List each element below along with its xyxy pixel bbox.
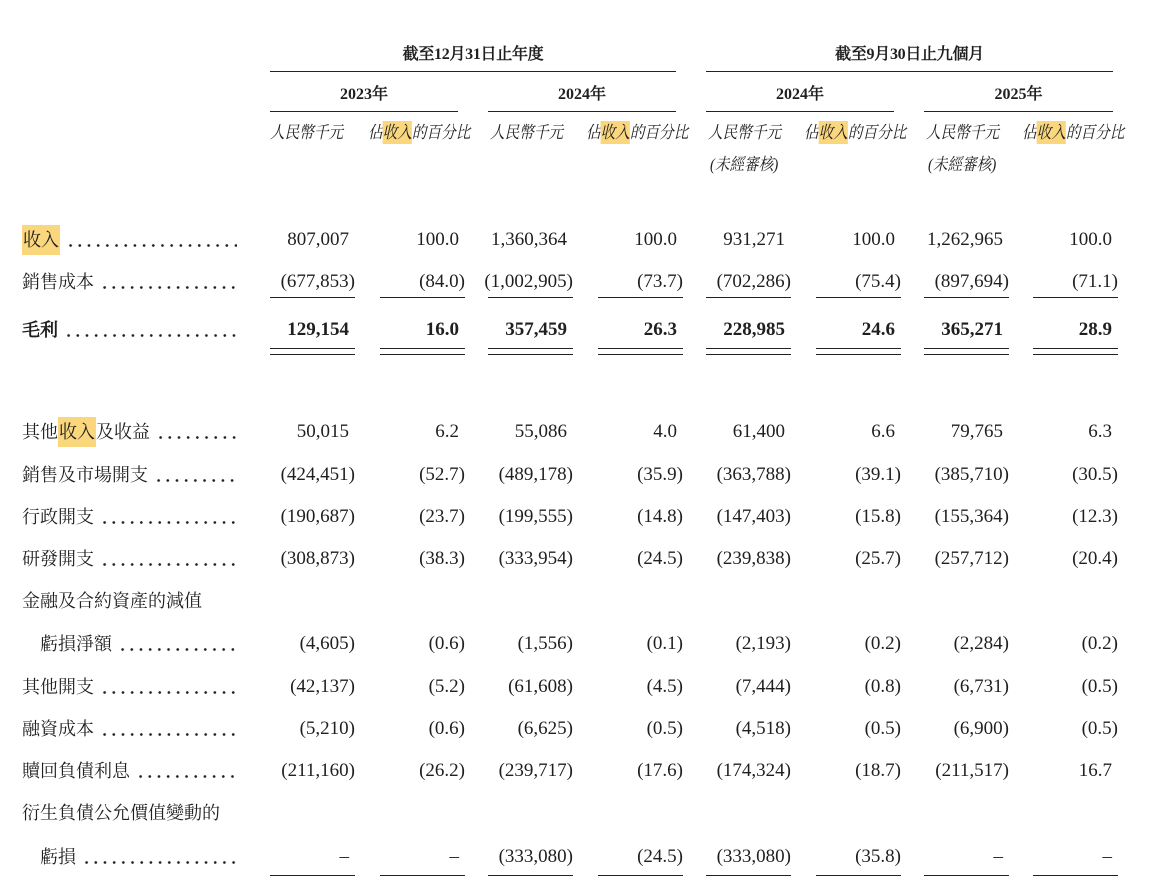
cell-rmb-2023: – [339, 846, 349, 867]
header-percent-highlight: 收入 [382, 123, 412, 142]
cell-rmb-9m-2025: (211,517) [935, 760, 1009, 781]
cell-rmb-9m-2024: 228,985 [723, 319, 785, 340]
row-label-text: 虧損淨額 [40, 634, 112, 654]
subtotal-rule [816, 875, 901, 876]
subtotal-rule [816, 297, 901, 298]
cell-rmb-2023: (190,687) [280, 506, 355, 527]
cell-pct-9m-2025: – [1102, 846, 1112, 867]
cell-rmb-2024: (489,178) [498, 464, 573, 485]
header-percent-highlight: 收入 [1036, 123, 1066, 142]
header-unit-rmb-thousands: 人民幣千元 [926, 123, 1000, 142]
header-unit-rmb-thousands: 人民幣千元 [270, 123, 344, 142]
header-percent-of-revenue [368, 122, 470, 144]
cell-pct-2024: (14.8) [637, 506, 683, 527]
row-label-highlight: 收入 [58, 417, 96, 447]
cell-rmb-2023: (677,853) [280, 271, 355, 292]
double-rule-upper [488, 348, 573, 349]
row-label-text: 銷售成本 [22, 272, 94, 292]
cell-pct-9m-2025: (0.5) [1081, 718, 1118, 739]
cell-rmb-2023: (424,451) [280, 464, 355, 485]
cell-rmb-2024: (333,080) [498, 846, 573, 867]
cell-rmb-2024: 55,086 [514, 421, 567, 442]
row-cost-of-sales [0, 270, 1162, 294]
header-percent-highlight: 收入 [600, 123, 630, 142]
cell-pct-2024: (0.5) [646, 718, 683, 739]
cell-pct-2024: 4.0 [653, 421, 677, 442]
cell-rmb-2023: 807,007 [287, 229, 349, 250]
cell-rmb-2023: 50,015 [296, 421, 349, 442]
cell-pct-2024: (4.5) [646, 676, 683, 697]
double-rule-upper [706, 348, 791, 349]
cell-rmb-9m-2025: (257,712) [934, 548, 1009, 569]
header-year-rule [488, 111, 676, 112]
cell-rmb-2023: (5,210) [299, 718, 355, 739]
subtotal-rule [924, 875, 1009, 876]
row-label-text [22, 420, 150, 444]
double-rule-upper [924, 348, 1009, 349]
row-label [22, 420, 237, 444]
cell-rmb-2024: (239,717) [498, 760, 573, 781]
cell-rmb-9m-2025: (6,731) [953, 676, 1009, 697]
header-nine-months-2025: 2025年 [994, 86, 1043, 103]
cell-pct-2024: (0.1) [646, 633, 683, 654]
cell-rmb-2023: (308,873) [280, 548, 355, 569]
cell-pct-9m-2024: (0.2) [864, 633, 901, 654]
double-rule-upper [270, 348, 355, 349]
dot-leader [64, 318, 237, 342]
row-label-text: 贖回負債利息 [22, 761, 130, 781]
cell-rmb-9m-2024: (2,193) [735, 633, 791, 654]
header-unit-rmb-thousands: 人民幣千元 [490, 123, 564, 142]
cell-pct-9m-2024: 6.6 [871, 421, 895, 442]
header-percent-highlight: 收入 [818, 123, 848, 142]
cell-pct-9m-2024: (25.7) [855, 548, 901, 569]
cell-rmb-2023: (4,605) [299, 633, 355, 654]
row-label-text: 其他開支 [22, 677, 94, 697]
row-label-text: 虧損 [40, 847, 76, 867]
row-revenue [0, 228, 1162, 252]
header-percent-of-revenue [804, 122, 906, 144]
header-unit-rmb-thousands: 人民幣千元 [708, 123, 782, 142]
cell-rmb-2023: (42,137) [290, 676, 355, 697]
cell-pct-9m-2025: (20.4) [1072, 548, 1118, 569]
row-label-text: 融資成本 [22, 719, 94, 739]
row-other-income-and-gains [0, 420, 1162, 444]
cell-rmb-2024: (333,954) [498, 548, 573, 569]
row-derivative-fair-value-loss [0, 845, 1162, 869]
row-label-line1 [22, 801, 237, 825]
dot-leader [100, 675, 237, 699]
cell-pct-2024: (17.6) [637, 760, 683, 781]
header-year-rule [706, 111, 894, 112]
cell-rmb-9m-2024: (239,838) [716, 548, 791, 569]
cell-pct-2023: (5.2) [428, 676, 465, 697]
cell-rmb-9m-2025: (155,364) [934, 506, 1009, 527]
subtotal-rule [380, 297, 465, 298]
subtotal-rule [1033, 875, 1118, 876]
cell-pct-2023: 16.0 [425, 319, 459, 340]
row-label [22, 318, 237, 342]
cell-rmb-9m-2024: (363,788) [716, 464, 791, 485]
cell-rmb-9m-2025: 79,765 [950, 421, 1003, 442]
dot-leader [82, 845, 237, 869]
row-gross-profit [0, 318, 1162, 342]
subtotal-rule [270, 297, 355, 298]
cell-pct-2024: 26.3 [643, 319, 677, 340]
cell-pct-9m-2024: (0.5) [864, 718, 901, 739]
dot-leader [100, 547, 237, 571]
header-year-2023: 2023年 [339, 86, 388, 103]
double-rule-lower [598, 354, 683, 355]
cell-rmb-2024: (1,002,905) [484, 271, 573, 292]
double-rule-lower [706, 354, 791, 355]
cell-pct-2023: (84.0) [419, 271, 465, 292]
row-label-text [22, 228, 60, 252]
cell-pct-9m-2025: 16.7 [1078, 760, 1112, 781]
row-label [40, 845, 237, 869]
cell-pct-2024: (24.5) [637, 548, 683, 569]
header-percent-before: 佔 [804, 123, 819, 142]
header-group-rule [706, 71, 1113, 72]
subtotal-rule [270, 875, 355, 876]
cell-rmb-9m-2025: (2,284) [953, 633, 1009, 654]
row-label-line1 [22, 589, 237, 613]
cell-pct-9m-2024: (35.8) [855, 846, 901, 867]
cell-pct-2023: (52.7) [419, 464, 465, 485]
row-label [22, 505, 237, 529]
cell-rmb-9m-2024: 931,271 [723, 229, 785, 250]
double-rule-lower [380, 354, 465, 355]
row-administrative-expenses [0, 505, 1162, 529]
cell-pct-9m-2025: 100.0 [1069, 229, 1112, 250]
cell-pct-9m-2025: (0.2) [1081, 633, 1118, 654]
header-percent-after: 的百分比 [1065, 123, 1125, 142]
dot-leader [154, 463, 237, 487]
subtotal-rule [706, 875, 791, 876]
header-unaudited: (未經審核) [928, 155, 997, 174]
subtotal-rule [706, 297, 791, 298]
cell-pct-2023: (38.3) [419, 548, 465, 569]
cell-pct-2024: (35.9) [637, 464, 683, 485]
cell-rmb-9m-2025: (6,900) [953, 718, 1009, 739]
header-percent-before: 佔 [368, 123, 383, 142]
dot-leader [66, 228, 237, 252]
dot-leader [136, 759, 237, 783]
header-nine-months-ended-sep-30: 截至9月30日止九個月 [835, 46, 984, 63]
cell-rmb-2024: 357,459 [505, 319, 567, 340]
cell-rmb-9m-2024: 61,400 [732, 421, 785, 442]
dot-leader [156, 420, 237, 444]
dot-leader [118, 632, 237, 656]
row-label-text: 毛利 [22, 320, 58, 340]
row-label-highlight: 收入 [22, 225, 60, 255]
row-redemption-liability-interest [0, 759, 1162, 783]
cell-rmb-9m-2024: (4,518) [735, 718, 791, 739]
row-label-after: 及收益 [96, 422, 150, 442]
cell-pct-9m-2025: (71.1) [1072, 271, 1118, 292]
double-rule-upper [1033, 348, 1118, 349]
row-impairment-losses [0, 632, 1162, 656]
double-rule-lower [816, 354, 901, 355]
double-rule-lower [488, 354, 573, 355]
header-group-rule [270, 71, 676, 72]
double-rule-upper [816, 348, 901, 349]
cell-rmb-9m-2025: (385,710) [934, 464, 1009, 485]
row-label [40, 632, 237, 656]
double-rule-lower [924, 354, 1009, 355]
cell-pct-2023: 6.2 [435, 421, 459, 442]
row-label-before: 其他 [22, 422, 58, 442]
cell-pct-9m-2024: (0.8) [864, 676, 901, 697]
cell-rmb-9m-2025: 1,262,965 [927, 229, 1003, 250]
row-label [22, 228, 237, 252]
subtotal-rule [598, 875, 683, 876]
cell-pct-9m-2024: 100.0 [852, 229, 895, 250]
cell-pct-2024: (24.5) [637, 846, 683, 867]
cell-rmb-9m-2024: (174,324) [716, 760, 791, 781]
row-label [22, 270, 237, 294]
cell-rmb-9m-2024: (147,403) [716, 506, 791, 527]
row-label [22, 463, 237, 487]
cell-rmb-9m-2024: (333,080) [716, 846, 791, 867]
double-rule-upper [598, 348, 683, 349]
header-nine-months-2024: 2024年 [775, 86, 824, 103]
row-other-expenses [0, 675, 1162, 699]
subtotal-rule [924, 297, 1009, 298]
row-label [22, 547, 237, 571]
header-year-rule [924, 111, 1113, 112]
cell-rmb-9m-2025: (897,694) [934, 271, 1009, 292]
header-percent-of-revenue [1022, 122, 1124, 144]
cell-pct-2023: 100.0 [416, 229, 459, 250]
subtotal-rule [488, 875, 573, 876]
cell-rmb-2023: (211,160) [281, 760, 355, 781]
cell-rmb-2023: 129,154 [287, 319, 349, 340]
row-label [22, 759, 237, 783]
cell-rmb-9m-2024: (702,286) [716, 271, 791, 292]
cell-rmb-9m-2024: (7,444) [735, 676, 791, 697]
row-label-text: 研發開支 [22, 549, 94, 569]
cell-pct-9m-2024: 24.6 [861, 319, 895, 340]
cell-pct-2023: (23.7) [419, 506, 465, 527]
cell-rmb-2024: (1,556) [517, 633, 573, 654]
cell-pct-9m-2025: (0.5) [1081, 676, 1118, 697]
cell-pct-9m-2024: (18.7) [855, 760, 901, 781]
cell-pct-9m-2025: 28.9 [1078, 319, 1112, 340]
cell-pct-9m-2025: 6.3 [1088, 421, 1112, 442]
cell-pct-9m-2024: (15.8) [855, 506, 901, 527]
row-selling-marketing-expenses [0, 463, 1162, 487]
cell-pct-2024: 100.0 [634, 229, 677, 250]
header-percent-after: 的百分比 [847, 123, 907, 142]
header-year-2024: 2024年 [557, 86, 606, 103]
cell-pct-2024: (73.7) [637, 271, 683, 292]
cell-pct-2023: (0.6) [428, 718, 465, 739]
header-percent-before: 佔 [586, 123, 601, 142]
row-label-text: 金融及合約資產的減值 [22, 591, 202, 611]
double-rule-upper [380, 348, 465, 349]
row-label-text: 行政開支 [22, 507, 94, 527]
cell-rmb-2024: (199,555) [498, 506, 573, 527]
dot-leader [100, 270, 237, 294]
cell-rmb-9m-2025: – [993, 846, 1003, 867]
header-percent-after: 的百分比 [629, 123, 689, 142]
subtotal-rule [1033, 297, 1118, 298]
header-year-ended-dec-31: 截至12月31日止年度 [402, 46, 544, 63]
header-percent-after: 的百分比 [411, 123, 471, 142]
cell-rmb-9m-2025: 365,271 [941, 319, 1003, 340]
dot-leader [100, 717, 237, 741]
cell-rmb-2024: (6,625) [517, 718, 573, 739]
subtotal-rule [598, 297, 683, 298]
cell-pct-2023: – [449, 846, 459, 867]
cell-pct-9m-2025: (30.5) [1072, 464, 1118, 485]
header-percent-before: 佔 [1022, 123, 1037, 142]
dot-leader [100, 505, 237, 529]
header-unaudited: (未經審核) [710, 155, 779, 174]
cell-pct-9m-2024: (75.4) [855, 271, 901, 292]
row-label-text: 衍生負債公允價值變動的 [22, 803, 220, 823]
double-rule-lower [1033, 354, 1118, 355]
row-finance-costs [0, 717, 1162, 741]
row-rd-expenses [0, 547, 1162, 571]
header-percent-of-revenue [586, 122, 688, 144]
subtotal-rule [380, 875, 465, 876]
header-year-rule [270, 111, 458, 112]
row-label [22, 675, 237, 699]
row-label [22, 717, 237, 741]
cell-pct-2023: (0.6) [428, 633, 465, 654]
cell-pct-9m-2024: (39.1) [855, 464, 901, 485]
cell-rmb-2024: (61,608) [508, 676, 573, 697]
double-rule-lower [270, 354, 355, 355]
cell-pct-2023: (26.2) [419, 760, 465, 781]
row-label-text: 銷售及市場開支 [22, 465, 148, 485]
cell-pct-9m-2025: (12.3) [1072, 506, 1118, 527]
subtotal-rule [488, 297, 573, 298]
cell-rmb-2024: 1,360,364 [491, 229, 567, 250]
